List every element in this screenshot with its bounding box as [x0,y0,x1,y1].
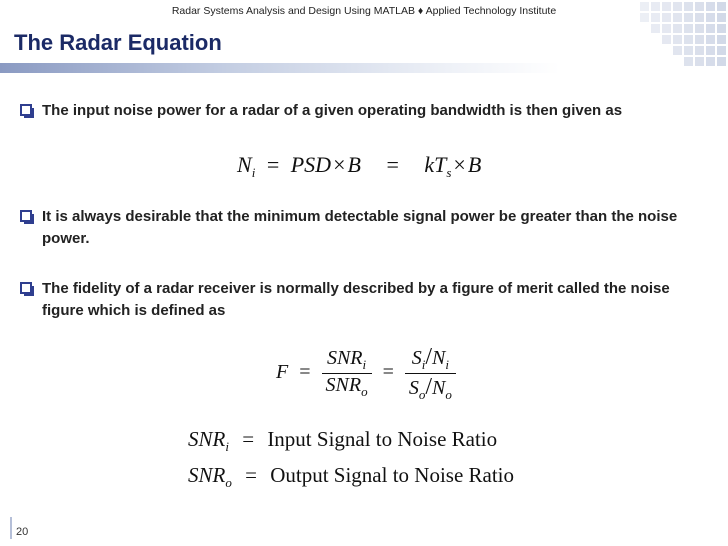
footer-accent-line [10,517,12,539]
grid-square [651,13,660,22]
grid-square [695,24,704,33]
grid-square [695,46,704,55]
grid-square [684,57,693,66]
grid-square [684,13,693,22]
grid-square [695,13,704,22]
grid-square [717,46,726,55]
grid-square [673,13,682,22]
grid-square [706,2,715,11]
grid-square [706,24,715,33]
bullet-item [20,206,680,250]
page-number: 20 [16,526,29,538]
grid-square [662,24,671,33]
grid-square [640,2,649,11]
grid-square [717,13,726,22]
grid-square [673,24,682,33]
grid-square [684,2,693,11]
grid-square [695,57,704,66]
bullet-item [20,278,680,322]
grid-square [695,2,704,11]
grid-square [662,13,671,22]
grid-square [717,24,726,33]
noise-power-equation: $N_i = PSD\times B = kT_s\times B$ [237,152,482,180]
grid-square [651,2,660,11]
checkbox-bullet-icon [20,104,32,116]
bullet-text: The fidelity of a radar receiver is normally described by a figure of merit called the noise figure which is defined as [42,280,670,319]
grid-square [673,46,682,55]
bullet-item [20,100,680,122]
grid-square [673,35,682,44]
grid-square [706,35,715,44]
grid-square [651,24,660,33]
grid-square [706,57,715,66]
grid-square [706,13,715,22]
grid-square [640,13,649,22]
checkbox-bullet-icon [20,210,32,222]
grid-square [717,35,726,44]
title-underline [0,63,560,73]
grid-square [706,46,715,55]
slide-title: The Radar Equation [14,30,222,55]
definition-snr-input: $SNR_i$ = Input Signal to Noise Ratio [188,427,498,454]
noise-figure-equation: F = $\frac{SNR_i}{SNR_o}$ = $\frac{S_i/N_i}{S_o/N_o}$ [276,344,456,403]
grid-square [684,46,693,55]
grid-square [684,35,693,44]
grid-square [717,57,726,66]
bullet-text: It is always desirable that the minimum detectable signal power be greater than the noise power. [42,208,678,247]
grid-square [717,2,726,11]
header-text: Radar Systems Analysis and Design Using MATLAB ♦ Applied Technology Institute [171,5,557,17]
bullet-text: The input noise power for a radar of a given operating bandwidth is then given as [42,102,623,119]
snr-fraction: $\frac{SNR_i}{SNR_o}$ [322,347,372,400]
checkbox-bullet-icon [20,282,32,294]
grid-square [673,2,682,11]
grid-square [662,2,671,11]
grid-square [662,35,671,44]
signal-noise-fraction: $\frac{S_i/N_i}{S_o/N_o}$ [405,344,456,403]
grid-square [684,24,693,33]
grid-square [695,35,704,44]
definition-snr-output: $SNR_o$ = Output Signal to Noise Ratio [188,463,515,490]
